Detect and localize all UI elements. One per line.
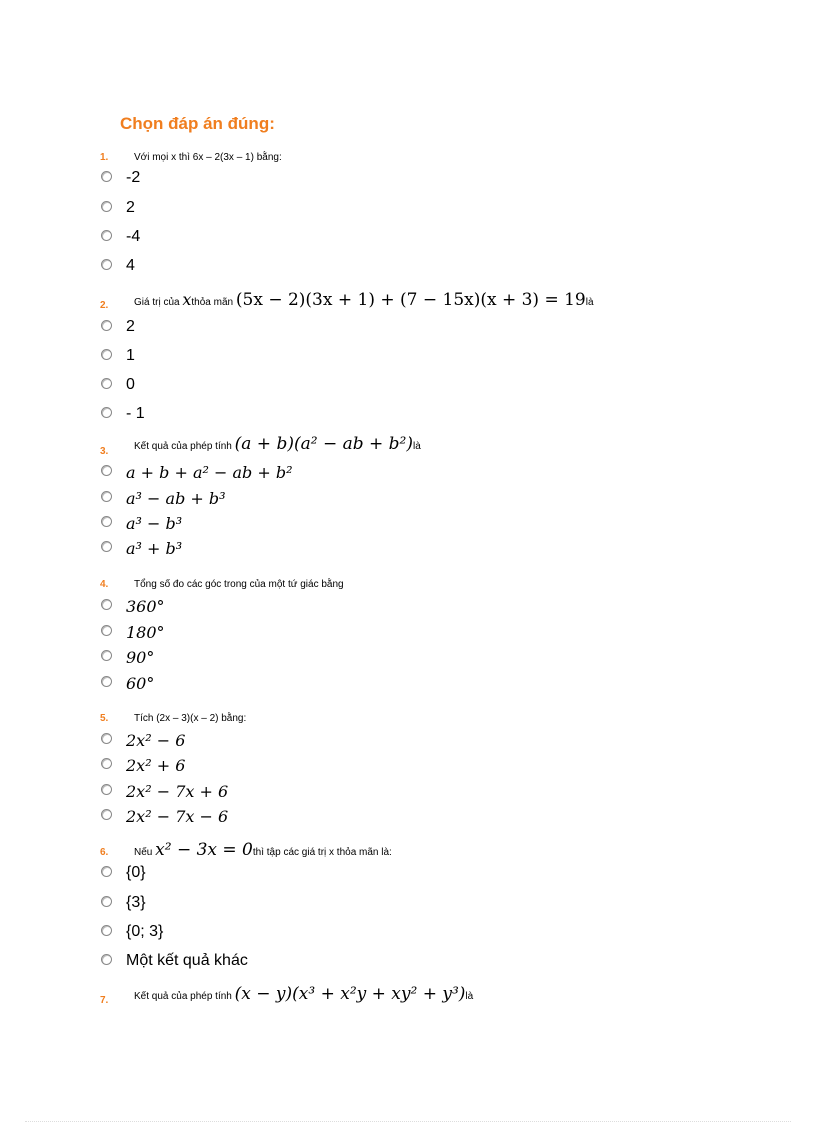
question-text: Tổng số đo các góc trong của một tứ giác bằng bbox=[134, 579, 344, 590]
radio-button[interactable] bbox=[101, 925, 112, 936]
radio-button[interactable] bbox=[101, 625, 112, 636]
radio-button[interactable] bbox=[101, 758, 112, 769]
option-label: 2 bbox=[126, 318, 135, 335]
q3-option-1[interactable] bbox=[0, 465, 816, 489]
question-number: 5. bbox=[100, 713, 109, 724]
option-label: {3} bbox=[126, 894, 146, 911]
option-label: 90° bbox=[126, 648, 155, 667]
question-7 bbox=[0, 982, 816, 1010]
option-label: -2 bbox=[126, 169, 141, 186]
question-number: 6. bbox=[100, 847, 109, 858]
math-expression: (5x − 2)(3x + 1) + (7 − 15x)(x + 3) = 19 bbox=[235, 290, 586, 310]
q1-option-3[interactable] bbox=[0, 230, 816, 254]
q6-option-3[interactable] bbox=[0, 925, 816, 949]
q6-option-4[interactable] bbox=[0, 954, 816, 978]
radio-button[interactable] bbox=[101, 378, 112, 389]
radio-button[interactable] bbox=[101, 541, 112, 552]
q1-option-2[interactable] bbox=[0, 201, 816, 225]
question-text bbox=[134, 434, 421, 454]
question-number: 3. bbox=[100, 446, 109, 457]
option-label: 4 bbox=[126, 257, 135, 274]
radio-button[interactable] bbox=[101, 171, 112, 182]
radio-button[interactable] bbox=[101, 676, 112, 687]
radio-button[interactable] bbox=[101, 320, 112, 331]
q5-option-2[interactable] bbox=[0, 758, 816, 782]
radio-button[interactable] bbox=[101, 599, 112, 610]
question-pre: Nếu bbox=[134, 847, 153, 858]
question-post: là bbox=[465, 991, 474, 1002]
option-label: 2x² + 6 bbox=[126, 756, 186, 775]
radio-button[interactable] bbox=[101, 733, 112, 744]
radio-button[interactable] bbox=[101, 784, 112, 795]
q2-option-2[interactable] bbox=[0, 349, 816, 373]
q2-option-1[interactable] bbox=[0, 320, 816, 344]
option-label: Một kết quả khác bbox=[126, 952, 248, 969]
option-label: 2x² − 7x + 6 bbox=[126, 782, 229, 801]
radio-button[interactable] bbox=[101, 230, 112, 241]
question-text: Với mọi x thì 6x – 2(3x – 1) bằng: bbox=[134, 152, 282, 163]
option-label: a³ − ab + b³ bbox=[126, 489, 226, 508]
option-label: 2 bbox=[126, 199, 135, 216]
option-label: - 1 bbox=[126, 405, 145, 422]
q3-option-3[interactable] bbox=[0, 516, 816, 540]
radio-button[interactable] bbox=[101, 954, 112, 965]
option-label: a³ + b³ bbox=[126, 539, 183, 558]
q3-option-2[interactable] bbox=[0, 491, 816, 515]
option-label: a + b + a² − ab + b² bbox=[126, 463, 293, 482]
question-number: 1. bbox=[100, 152, 109, 163]
question-2 bbox=[0, 288, 816, 316]
question-text bbox=[134, 840, 392, 860]
q4-option-4[interactable] bbox=[0, 676, 816, 700]
q3-option-4[interactable] bbox=[0, 541, 816, 565]
q1-option-1[interactable] bbox=[0, 171, 816, 195]
option-label: {0} bbox=[126, 864, 146, 881]
question-6 bbox=[0, 838, 816, 866]
radio-button[interactable] bbox=[101, 896, 112, 907]
option-label: 2x² − 6 bbox=[126, 731, 186, 750]
q2-option-4[interactable] bbox=[0, 407, 816, 431]
radio-button[interactable] bbox=[101, 407, 112, 418]
q6-option-1[interactable] bbox=[0, 866, 816, 890]
radio-button[interactable] bbox=[101, 201, 112, 212]
question-number: 4. bbox=[100, 579, 109, 590]
question-3 bbox=[0, 432, 816, 460]
radio-button[interactable] bbox=[101, 809, 112, 820]
page-title: Chọn đáp án đúng: bbox=[120, 114, 275, 133]
question-post: là bbox=[413, 441, 421, 452]
question-pre: Kết quả của phép tính bbox=[134, 441, 232, 452]
radio-button[interactable] bbox=[101, 866, 112, 877]
option-label: -4 bbox=[126, 228, 141, 245]
math-var: x bbox=[182, 290, 192, 309]
question-mid: thỏa mãn bbox=[191, 297, 234, 308]
question-post: thì tập các giá trị x thỏa mãn là: bbox=[252, 847, 392, 858]
q5-option-1[interactable] bbox=[0, 733, 816, 757]
question-pre: Kết quả của phép tính bbox=[134, 991, 232, 1002]
question-text bbox=[134, 290, 594, 310]
math-expression: (x − y)(x³ + x²y + xy² + y³) bbox=[234, 984, 466, 1004]
option-label: 360° bbox=[126, 597, 165, 616]
q2-option-3[interactable] bbox=[0, 378, 816, 402]
q1-option-4[interactable] bbox=[0, 259, 816, 283]
radio-button[interactable] bbox=[101, 259, 112, 270]
question-number: 7. bbox=[100, 995, 109, 1006]
question-text: Tích (2x – 3)(x – 2) bằng: bbox=[134, 713, 247, 724]
radio-button[interactable] bbox=[101, 491, 112, 502]
q4-option-2[interactable] bbox=[0, 625, 816, 649]
question-post: là bbox=[585, 297, 594, 308]
question-text bbox=[134, 984, 473, 1004]
radio-button[interactable] bbox=[101, 349, 112, 360]
math-expression: (a + b)(a² − ab + b²) bbox=[234, 434, 414, 454]
radio-button[interactable] bbox=[101, 516, 112, 527]
q4-option-1[interactable] bbox=[0, 599, 816, 623]
option-label: 1 bbox=[126, 347, 135, 364]
option-label: {0; 3} bbox=[126, 923, 164, 940]
math-expression: x² − 3x = 0 bbox=[155, 840, 253, 860]
radio-button[interactable] bbox=[101, 650, 112, 661]
option-label: 180° bbox=[126, 623, 165, 642]
option-label: 2x² − 7x − 6 bbox=[126, 807, 229, 826]
radio-button[interactable] bbox=[101, 465, 112, 476]
option-label: 60° bbox=[126, 674, 155, 693]
q4-option-3[interactable] bbox=[0, 650, 816, 674]
question-number: 2. bbox=[100, 300, 109, 311]
option-label: a³ − b³ bbox=[126, 514, 183, 533]
page-divider bbox=[25, 1121, 791, 1122]
q6-option-2[interactable] bbox=[0, 896, 816, 920]
q5-option-4[interactable] bbox=[0, 809, 816, 833]
q5-option-3[interactable] bbox=[0, 784, 816, 808]
option-label: 0 bbox=[126, 376, 135, 393]
question-pre: Giá trị của bbox=[134, 297, 180, 308]
